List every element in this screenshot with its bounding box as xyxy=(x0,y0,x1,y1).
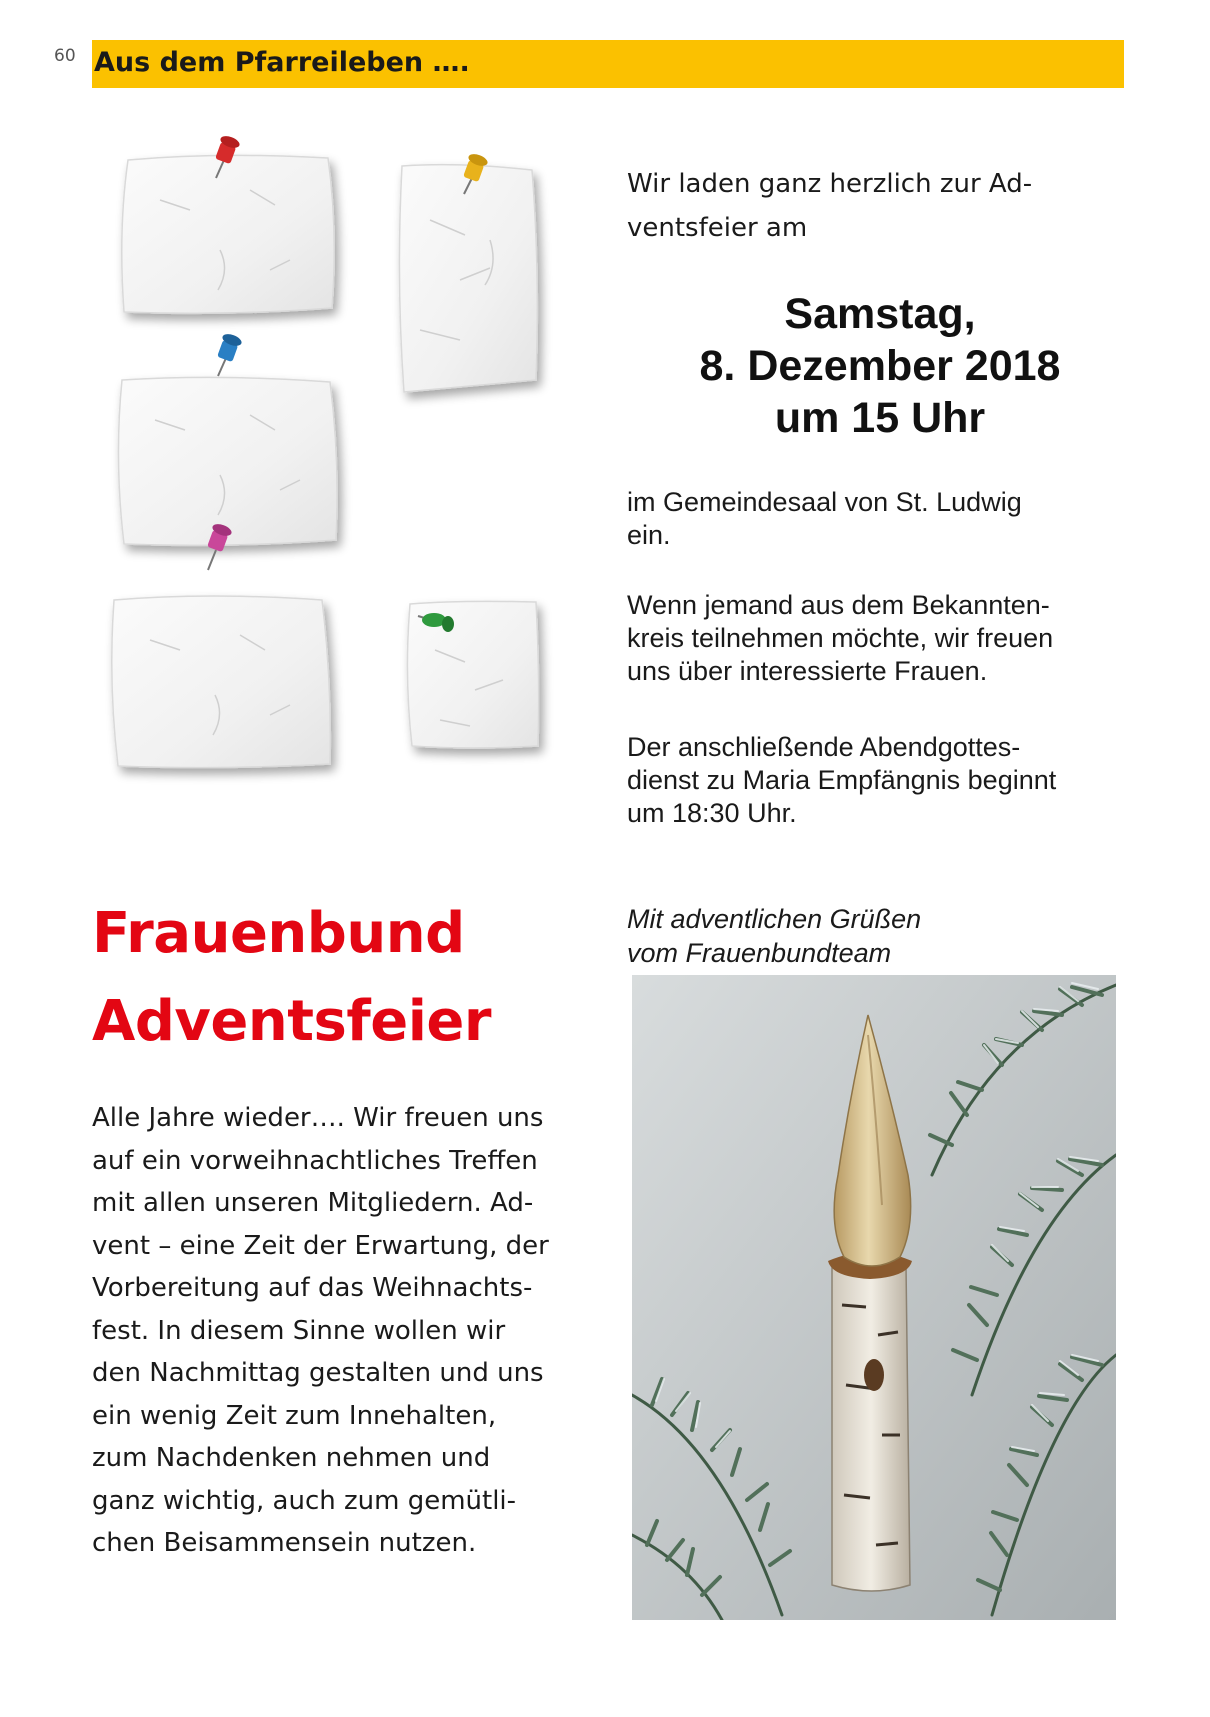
pinned-paper-notes-icon xyxy=(100,130,580,810)
invitation-intro xyxy=(627,162,1107,250)
text-line: Wenn jemand aus dem Bekannten- xyxy=(627,590,1050,620)
text-line: dienst zu Maria Empfängnis beginnt xyxy=(627,765,1057,795)
text-line: Mit adventlichen Grüßen xyxy=(627,904,922,934)
text-line: Der anschließende Abendgottes- xyxy=(627,732,1021,762)
greeting xyxy=(627,902,1127,970)
text-line: auf ein vorweihnachtliches Treffen xyxy=(92,1145,538,1176)
wooden-candle-fir-icon xyxy=(632,975,1116,1620)
article-headline xyxy=(92,890,592,1066)
event-day: Samstag, xyxy=(784,290,976,338)
blue-pin-icon xyxy=(217,332,243,376)
text-line: kreis teilnehmen möchte, wir freuen xyxy=(627,623,1054,653)
candle-photo xyxy=(632,975,1116,1620)
text-line: Vorbereitung auf das Weihnachts- xyxy=(92,1273,533,1303)
text-line: zum Nachdenken nehmen und xyxy=(92,1443,491,1473)
paper-note xyxy=(399,165,537,392)
text-line: den Nachmittag gestalten und uns xyxy=(92,1358,544,1388)
event-time: um 15 Uhr xyxy=(774,394,986,442)
headline-line: Frauenbund xyxy=(92,901,465,966)
text-line: uns über interessierte Frauen. xyxy=(627,656,988,686)
text-line: chen Beisammensein nutzen. xyxy=(92,1528,477,1558)
event-full-date: 8. Dezember 2018 xyxy=(699,342,1061,390)
text-line: um 18:30 Uhr. xyxy=(627,798,797,828)
paper-note xyxy=(118,377,337,545)
text-line: fest. In diesem Sinne wollen wir xyxy=(92,1315,506,1346)
paper-note xyxy=(112,596,331,768)
event-location xyxy=(627,486,1127,552)
event-date xyxy=(620,288,1140,444)
page-number: 60 xyxy=(54,46,76,66)
article-body xyxy=(92,1097,612,1565)
text-line: Wir laden ganz herzlich zur Ad- xyxy=(627,169,1033,199)
text-line: vent – eine Zeit der Erwartung, der xyxy=(92,1230,549,1261)
text-line: im Gemeindesaal von St. Ludwig xyxy=(627,487,1022,517)
text-line: ein wenig Zeit zum Innehalten, xyxy=(92,1400,497,1431)
headline-line: Adventsfeier xyxy=(92,989,492,1054)
text-line: ganz wichtig, auch zum gemütli- xyxy=(92,1485,517,1516)
text-line: mit allen unseren Mitgliedern. Ad- xyxy=(92,1188,534,1218)
guests-paragraph xyxy=(627,589,1127,688)
text-line: Alle Jahre wieder…. Wir freuen uns xyxy=(92,1103,544,1133)
text-line: ein. xyxy=(627,520,671,550)
service-paragraph xyxy=(627,731,1127,830)
section-header-bar xyxy=(92,40,1124,88)
text-line: ventsfeier am xyxy=(627,213,808,243)
pinned-notes-illustration xyxy=(100,130,580,810)
text-line: vom Frauenbundteam xyxy=(627,938,892,968)
section-title: Aus dem Pfarreileben …. xyxy=(94,47,470,78)
paper-note xyxy=(122,155,335,313)
